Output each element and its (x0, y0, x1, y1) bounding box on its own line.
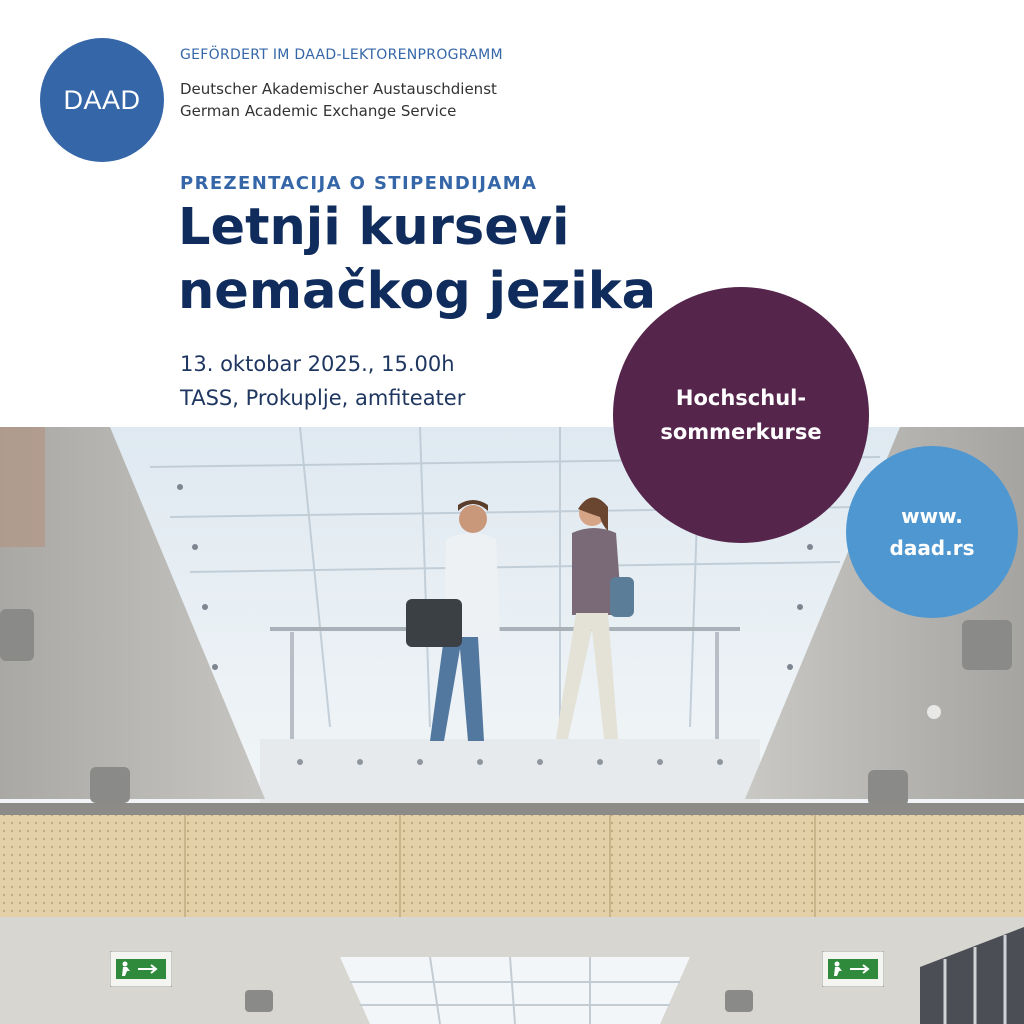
org-name-german: Deutscher Akademischer Austauschdienst (180, 80, 497, 98)
event-venue: TASS, Prokuplje, amfiteater (180, 386, 466, 410)
website-badge (846, 446, 1018, 618)
event-date: 13. oktobar 2025., 15.00h (180, 352, 455, 376)
event-title: Letnji kursevi nemačkog jezika (178, 198, 657, 321)
funding-note: GEFÖRDERT IM DAAD-LEKTORENPROGRAMM (180, 47, 503, 63)
program-badge (613, 287, 869, 543)
website-badge-label: www. daad.rs (889, 504, 975, 560)
program-badge-label: Hochschul-sommerkurse (660, 386, 822, 444)
daad-logo (40, 38, 164, 162)
exit-sign-icon (822, 951, 884, 987)
daad-logo-text: DAAD (63, 84, 141, 115)
exit-sign-icon (110, 951, 172, 987)
event-kicker: PREZENTACIJA O STIPENDIJAMA (180, 173, 538, 194)
org-name-english: German Academic Exchange Service (180, 102, 457, 120)
